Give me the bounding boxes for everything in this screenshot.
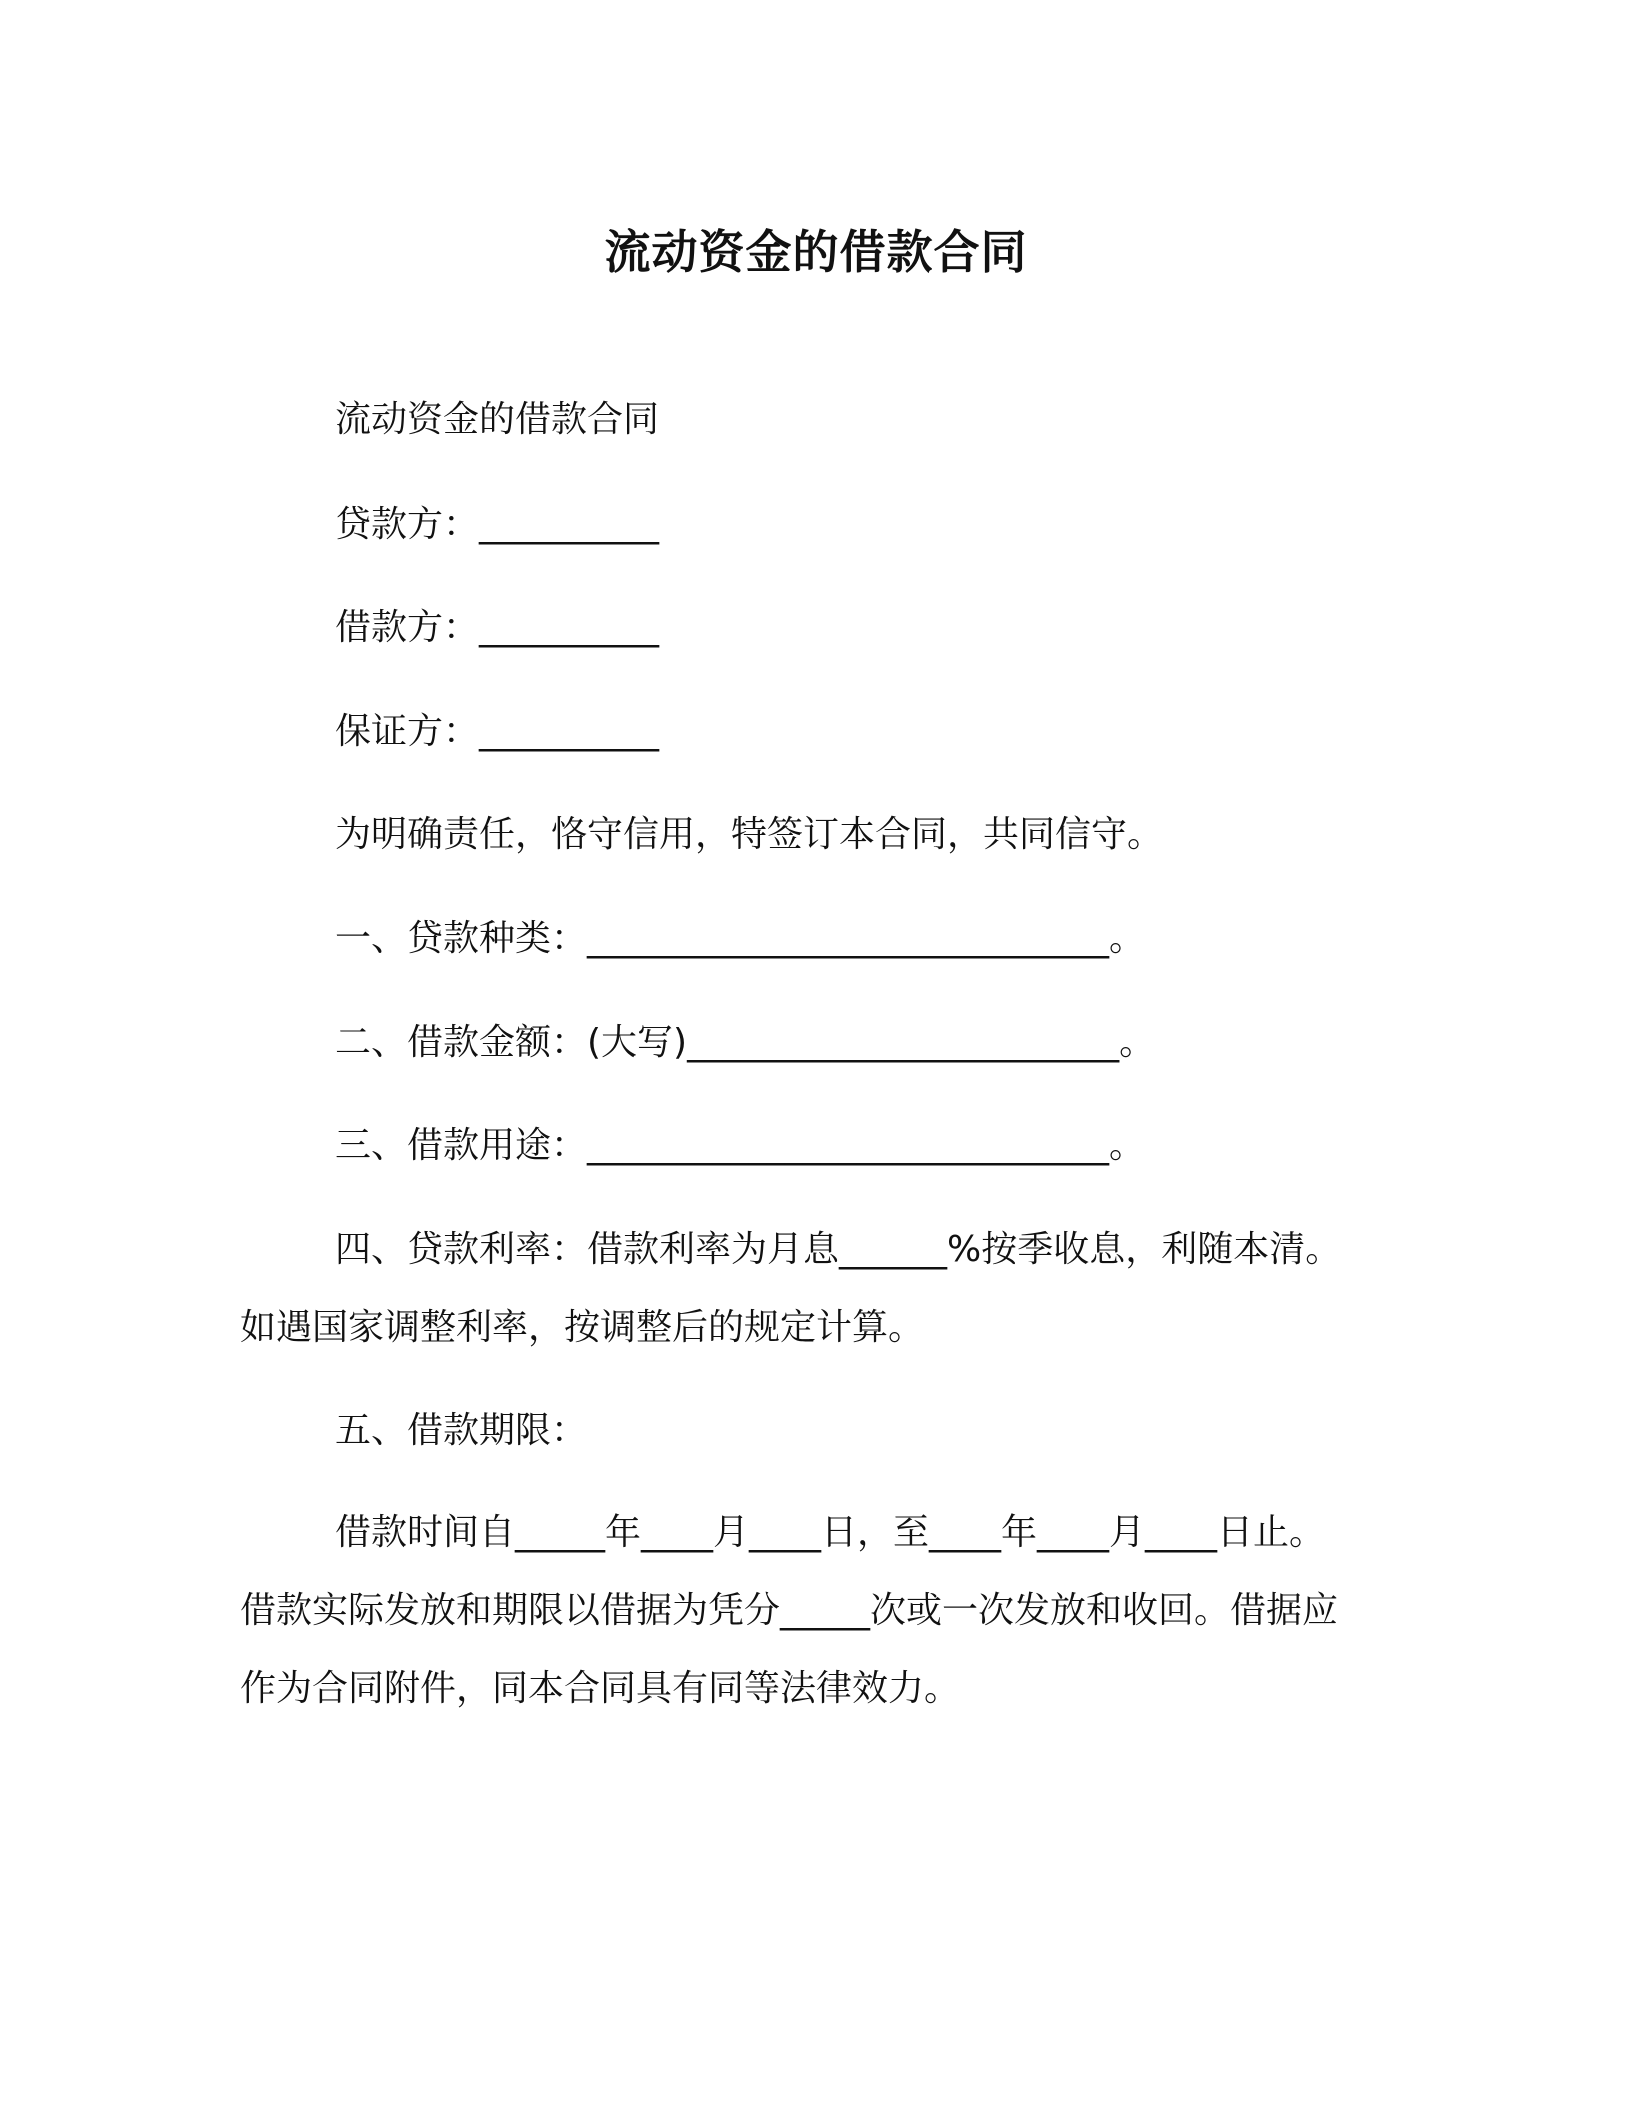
clause-3: 三、借款用途：_____________________________。: [335, 1125, 1146, 1166]
borrower-line: 借款方：__________: [335, 607, 660, 648]
subtitle: 流动资金的借款合同: [335, 399, 660, 440]
clause-5-line-2: 借款实际发放和期限以借据为凭分_____次或一次发放和收回。借据应: [240, 1590, 1339, 1631]
clause-5-heading: 五、借款期限：: [335, 1410, 588, 1451]
clause-2: 二、借款金额：(大写)________________________。: [335, 1022, 1156, 1063]
clause-5-line-1: 借款时间自_____年____月____日，至____年____月____日止。: [335, 1512, 1326, 1553]
preamble: 为明确责任，恪守信用，特签订本合同，共同信守。: [335, 814, 1164, 855]
clause-1: 一、贷款种类：_____________________________。: [335, 918, 1146, 959]
clause-4-line-1: 四、贷款利率：借款利率为月息______%按季收息，利随本清。: [335, 1229, 1342, 1270]
guarantor-line: 保证方：__________: [335, 711, 660, 752]
lender-line: 贷款方：__________: [335, 504, 660, 545]
clause-4-line-2: 如遇国家调整利率，按调整后的规定计算。: [240, 1307, 925, 1348]
clause-5-line-3: 作为合同附件，同本合同具有同等法律效力。: [240, 1668, 961, 1709]
document-title: 流动资金的借款合同: [604, 225, 1028, 279]
